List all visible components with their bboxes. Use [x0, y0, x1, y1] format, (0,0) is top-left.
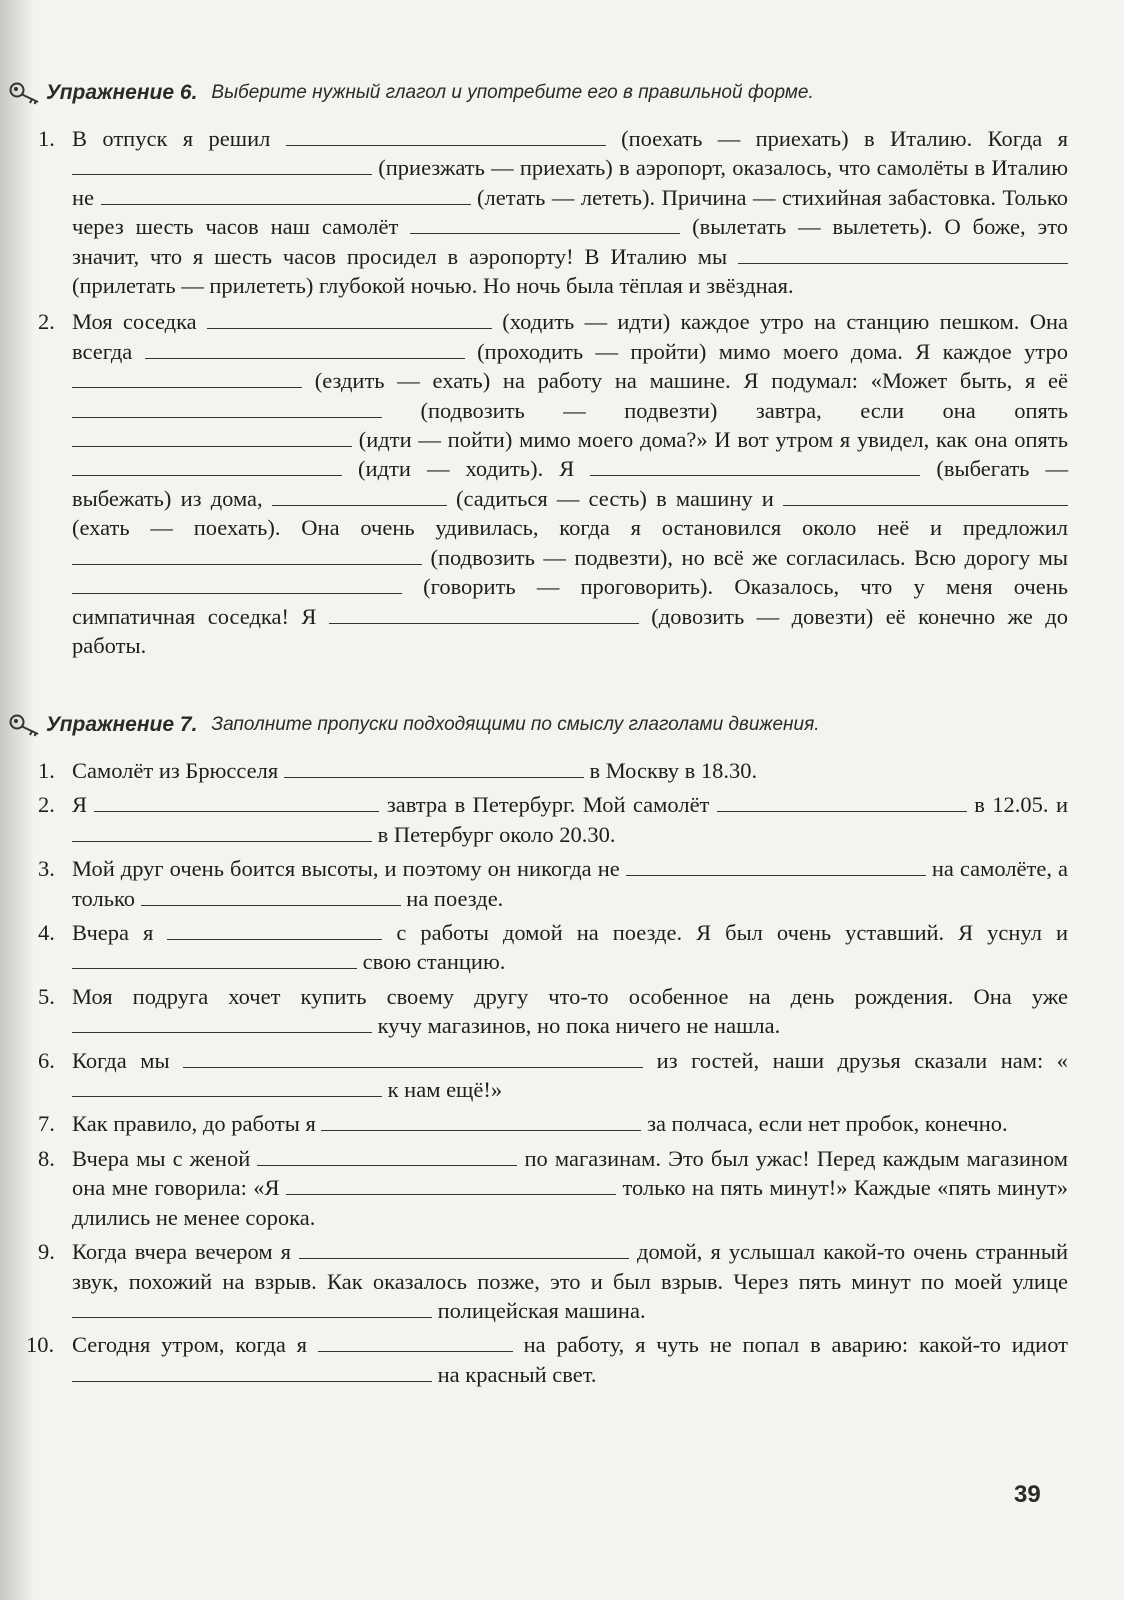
exercise-item: [38, 982, 1068, 1041]
answer-blank[interactable]: [329, 605, 639, 624]
item-text: Когда мы: [72, 1047, 184, 1073]
item-text: Когда вчера вечером я: [72, 1239, 299, 1265]
item-text: в 12.05. и: [974, 792, 1068, 818]
exercise-item: [38, 918, 1068, 977]
item-number: 2.: [38, 792, 55, 818]
item-text: (приезжать — приехать) в аэропорт, оказалось, что самолёты в Италию не: [72, 155, 1069, 210]
item-text: (ездить — ехать) на работу на машине. Я подумал: «Может быть, я её: [314, 368, 1069, 394]
answer-blank[interactable]: [590, 457, 920, 476]
item-text: (говорить — проговорить). Оказалось, что у меня очень симпатичная соседка! Я: [72, 574, 1068, 629]
item-text: к нам ещё!»: [387, 1077, 503, 1103]
item-number: 1.: [38, 758, 55, 783]
answer-blank[interactable]: [72, 457, 342, 476]
answer-blank[interactable]: [626, 857, 926, 876]
item-text: Я: [72, 792, 95, 818]
item-text: Моя подруга хочет купить своему другу что-то особенное на день рождения. Она уже: [72, 983, 1068, 1009]
item-text: кучу магазинов, но пока ничего не нашла.: [377, 1013, 781, 1039]
answer-blank[interactable]: [321, 1112, 641, 1131]
exercise-item: [38, 756, 1068, 785]
item-text: по магазинам. Это был ужас! Перед каждым магазином она мне говорила: «Я: [72, 1145, 1068, 1201]
exercise-item: [38, 1237, 1068, 1325]
item-text: на самолёте, а только: [72, 856, 1069, 911]
item-text: Моя соседка: [72, 309, 207, 335]
item-text: (подвозить — подвезти), но всё же согласилась. Всю дорогу мы: [430, 544, 1068, 570]
item-text: Сегодня утром, когда я: [72, 1332, 318, 1358]
exercise-6-list: [38, 124, 1068, 660]
item-text: Мой друг очень боится высоты, и поэтому он никогда не: [72, 856, 626, 882]
answer-blank[interactable]: [183, 1049, 643, 1068]
answer-blank[interactable]: [272, 487, 447, 506]
answer-blank[interactable]: [94, 793, 379, 812]
item-number: 10.: [26, 1332, 55, 1358]
item-text: на поезде.: [406, 885, 504, 911]
answer-blank[interactable]: [286, 127, 606, 146]
key-icon: [8, 81, 42, 105]
item-number: 6.: [38, 1047, 55, 1073]
item-text: (прилетать — прилететь) глубокой ночью. Но ночь была тёплая и звёздная.: [72, 273, 794, 299]
item-text: домой, я услышал какой-то очень странный звук, похожий на взрыв. Как оказалось позже, это и был взрыв. Через пять минут по моей улице: [72, 1239, 1068, 1294]
item-number: 4.: [38, 920, 55, 946]
answer-blank[interactable]: [72, 369, 302, 388]
exercise-item: [26, 1330, 1069, 1389]
answer-blank[interactable]: [167, 921, 382, 940]
exercise-6-title: Упражнение 6.: [46, 81, 198, 104]
answer-blank[interactable]: [72, 428, 352, 447]
item-text: (ехать — поехать). Она очень удивилась, когда я остановился около неё и предложил: [72, 515, 1068, 541]
exercise-7-header: [8, 713, 820, 737]
item-text: с работы домой на поезде. Я был очень уставший. Я уснул и: [396, 920, 1068, 946]
item-text: (садиться — сесть) в машину и: [456, 485, 784, 511]
exercise-item: [38, 1046, 1068, 1105]
item-text: (проходить — пройти) мимо моего дома. Я каждое утро: [477, 338, 1068, 364]
item-text: полицейская машина.: [437, 1297, 646, 1323]
item-text: из гостей, наши друзья сказали нам: «: [656, 1047, 1068, 1073]
exercise-item: [38, 124, 1068, 300]
exercise-7-instruction: Заполните пропуски подходящими по смыслу глаголами движения.: [211, 714, 820, 735]
answer-blank[interactable]: [410, 215, 680, 234]
answer-blank[interactable]: [72, 823, 372, 842]
answer-blank[interactable]: [72, 546, 422, 565]
exercise-item: [38, 307, 1068, 660]
answer-blank[interactable]: [783, 487, 1068, 506]
answer-blank[interactable]: [257, 1147, 517, 1166]
answer-blank[interactable]: [72, 399, 382, 418]
answer-blank[interactable]: [145, 340, 465, 359]
answer-blank[interactable]: [72, 1078, 382, 1097]
answer-blank[interactable]: [72, 1014, 372, 1033]
answer-blank[interactable]: [207, 310, 492, 329]
item-number: 2.: [38, 309, 55, 335]
page-number: 39: [1014, 1481, 1041, 1508]
answer-blank[interactable]: [738, 245, 1068, 264]
item-text: только на пять минут!» Каждые «пять минут» длились не менее сорока.: [72, 1175, 1069, 1230]
answer-blank[interactable]: [72, 156, 372, 175]
item-text: (идти — пойти) мимо моего дома?» И вот утром я увидел, как она опять: [358, 427, 1068, 453]
item-text: (летать — лететь). Причина — стихийная забастовка. Только через шесть часов наш самолёт: [72, 184, 1069, 240]
exercise-7-list: [26, 756, 1069, 1389]
item-text: (вылетать — вылететь). О боже, это значит, что я шесть часов просидел в аэропорту! В Италию мы: [72, 214, 1068, 269]
answer-blank[interactable]: [141, 887, 401, 906]
item-text: Самолёт из Брюсселя: [72, 758, 284, 783]
item-text: завтра в Петербург. Мой самолёт: [386, 792, 717, 818]
answer-blank[interactable]: [72, 950, 357, 969]
answer-blank[interactable]: [299, 1240, 629, 1259]
item-text: (поехать — приехать) в Италию. Когда я: [621, 126, 1069, 151]
item-text: В отпуск я решил: [72, 126, 286, 151]
item-number: 9.: [38, 1239, 55, 1265]
answer-blank[interactable]: [72, 1363, 432, 1382]
item-text: (идти — ходить). Я: [358, 456, 591, 482]
item-number: 5.: [38, 983, 55, 1009]
exercise-item: [38, 1109, 1068, 1138]
item-text: (выбегать — выбежать) из дома,: [72, 456, 1068, 511]
item-text: (подвозить — подвезти) завтра, если она опять: [420, 397, 1068, 423]
item-text: на красный свет.: [437, 1361, 597, 1387]
exercise-item: [38, 790, 1068, 849]
answer-blank[interactable]: [72, 1299, 432, 1318]
answer-blank[interactable]: [284, 759, 584, 778]
item-text: на работу, я чуть не попал в аварию: какой-то идиот: [523, 1332, 1069, 1358]
item-text: Как правило, до работы я: [72, 1111, 322, 1137]
answer-blank[interactable]: [286, 1176, 616, 1195]
item-text: (довозить — довезти) её конечно же до работы.: [72, 603, 1068, 658]
answer-blank[interactable]: [318, 1333, 513, 1352]
item-text: в Петербург около 20.30.: [377, 821, 616, 847]
item-number: 8.: [38, 1145, 55, 1171]
item-number: 7.: [38, 1111, 55, 1137]
item-text: Вчера мы с женой: [72, 1145, 258, 1171]
answer-blank[interactable]: [717, 793, 967, 812]
answer-blank[interactable]: [101, 186, 471, 205]
item-number: 1.: [38, 126, 55, 151]
item-text: в Москву в 18.30.: [589, 758, 758, 783]
item-text: свою станцию.: [362, 949, 506, 975]
exercise-7-title: Упражнение 7.: [46, 713, 198, 736]
item-text: (ходить — идти) каждое утро на станцию пешком. Она всегда: [72, 309, 1068, 364]
exercise-item: [38, 854, 1068, 913]
exercise-6-instruction: Выберите нужный глагол и употребите его в правильной форме.: [211, 82, 814, 103]
answer-blank[interactable]: [72, 575, 402, 594]
exercise-6-header: [8, 81, 814, 105]
key-icon: [8, 713, 42, 737]
exercise-item: [38, 1144, 1068, 1232]
item-text: Вчера я: [72, 920, 168, 946]
item-text: за полчаса, если нет пробок, конечно.: [647, 1111, 1008, 1137]
item-number: 3.: [38, 856, 55, 882]
